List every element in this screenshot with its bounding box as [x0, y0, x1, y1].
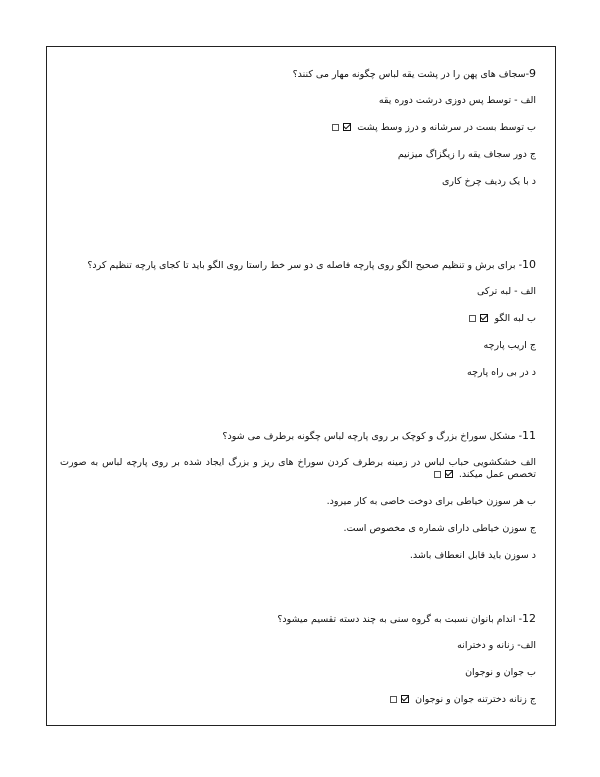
question-text: 10- برای برش و تنظیم صحیح الگو روی پارچه فاصله ی دو سر خط راستا روی الگو باید تا کجای پارچه تنظیم کرد؟: [87, 258, 536, 271]
option-b: ب هر سوزن خیاطی برای دوخت خاصی به کار میرود.: [326, 496, 536, 507]
option-c: ج زنانه دخترتنه جوان و نوجوان: [60, 694, 536, 706]
option-a: الف خشکشویی حباب لباس در زمینه برطرف کردن سوراخ های ریز و بزرگ ایجاد شده بر روی پارچه لباس به صورت تخصص عمل میکند.: [60, 457, 536, 480]
option-d: د با یک ردیف چرخ کاری: [442, 176, 536, 187]
question-number: 11: [522, 429, 536, 442]
empty-box-icon: [434, 471, 441, 478]
spacer: [60, 394, 536, 430]
option-b: ب جوان و نوجوان: [465, 667, 536, 678]
checked-box-icon: [343, 123, 351, 131]
question-12: [60, 613, 536, 706]
option-b: ب توسط بست در سرشانه و درز وسط پشت: [60, 122, 536, 134]
option-a: الف - توسط پس دوزی درشت دوره یقه: [378, 95, 536, 106]
option-c: ج سوزن خیاطی دارای شماره ی مخصوص است.: [343, 523, 536, 534]
question-10: [60, 259, 536, 379]
option-a: الف- زنانه و دخترانه: [457, 640, 536, 651]
question-number: 12: [522, 612, 536, 625]
question-text: 11- مشکل سوراخ بزرگ و کوچک بر روی پارچه لباس چگونه برطرف می شود؟: [222, 429, 536, 442]
spacer: [60, 577, 536, 613]
empty-box-icon: [390, 696, 397, 703]
checked-box-icon: [445, 470, 453, 478]
option-a: الف - لبه ترکی: [476, 286, 536, 297]
exam-content: [60, 68, 536, 721]
empty-box-icon: [332, 124, 339, 131]
option-d: د در بی راه پارچه: [467, 367, 536, 378]
question-number: 9: [529, 67, 536, 80]
question-text: 9-سجاف های پهن را در پشت یقه لباس چگونه مهار می کنند؟: [292, 67, 536, 80]
option-c: ج دور سجاف یقه را زیگزاگ میزنیم: [397, 149, 536, 160]
empty-box-icon: [469, 315, 476, 322]
spacer: [60, 203, 536, 259]
question-number: 10: [522, 258, 536, 271]
option-b: ب لبه الگو: [60, 313, 536, 325]
checked-box-icon: [401, 695, 409, 703]
checked-box-icon: [480, 314, 488, 322]
option-d: د سوزن باید قابل انعطاف باشد.: [409, 550, 536, 561]
question-9: [60, 68, 536, 188]
question-11: [60, 430, 536, 562]
question-text: 12- اندام بانوان نسبت به گروه سنی به چند دسته تقسیم میشود؟: [277, 612, 536, 625]
option-c: ج اریب پارچه: [483, 340, 536, 351]
